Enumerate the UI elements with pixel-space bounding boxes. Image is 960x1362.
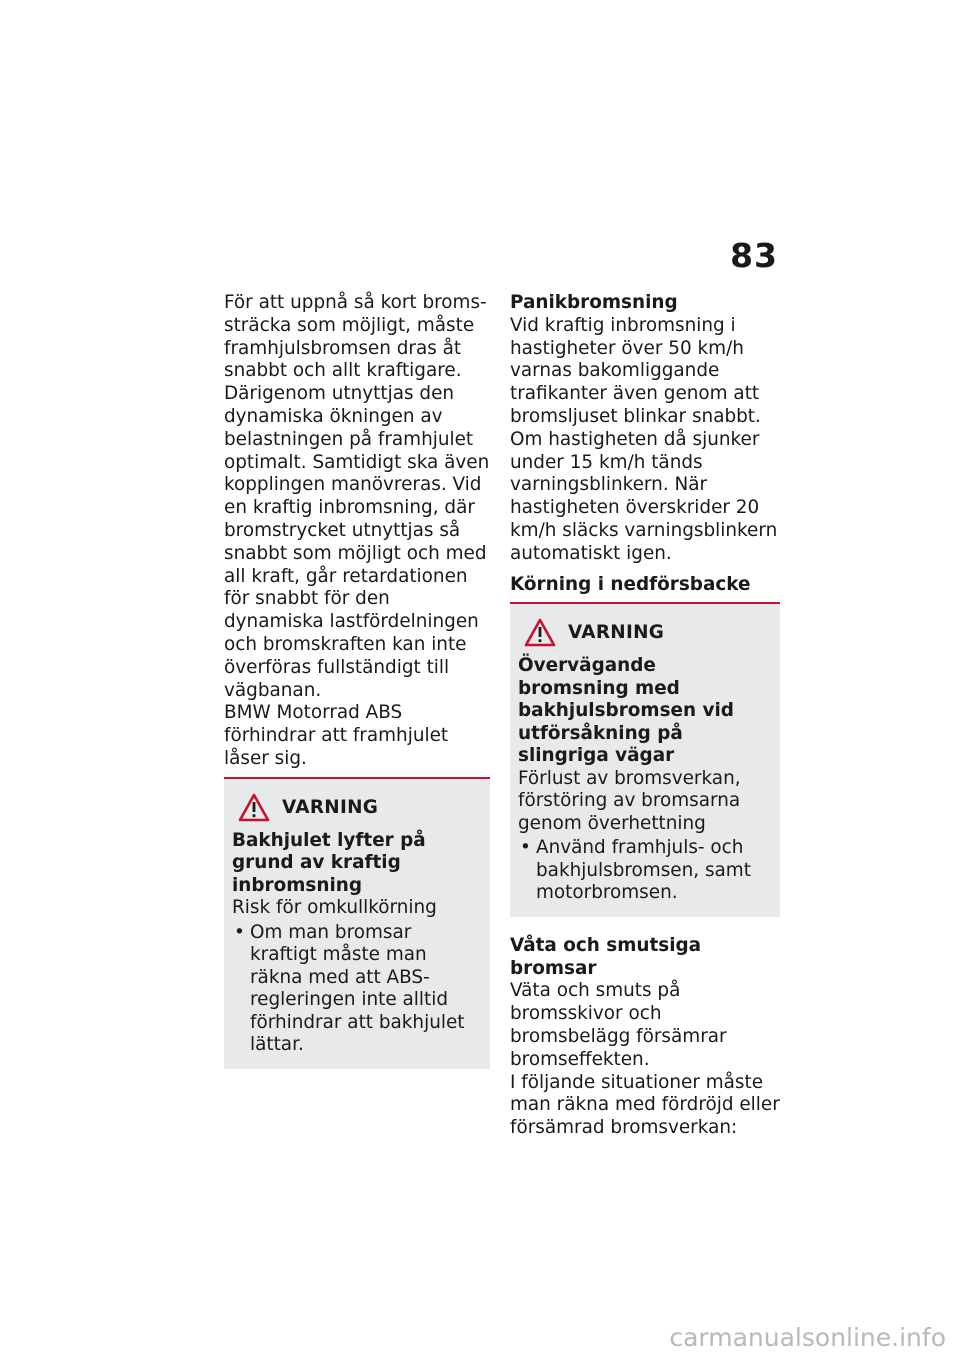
panic-paragraph-2: Om hastigheten då sjunker under 15 km/h tänds varningsblinkern. När hastigheten överskrider 20 km/h släcks varningsblinkern automatiskt igen. [510,428,778,564]
warning-label: VARNING [568,622,665,644]
warning-header [238,793,482,822]
warning-header [524,618,772,647]
wet-brakes-title: Våta och smutsiga bromsar [510,934,702,979]
warning-heading: Övervägande bromsning med bakhjulsbromsen vid utförsåkning på slingriga vägar [518,655,734,767]
downhill-title: Körning i nedförsbacke [510,573,751,595]
warning-label: VARNING [282,796,379,818]
warning-risk: Risk för omkullkörning [232,897,437,919]
right-column [510,292,780,1140]
page-number: 83 [730,236,778,275]
wet-brakes-paragraph-1: Väta och smuts på bromsskivor och bromsbelägg försämrar bromseffekten. [510,980,727,1070]
warning-heading: Bakhjulet lyfter på grund av kraftig inbromsning [232,829,426,896]
warning-box [224,779,490,1069]
warning-box [510,604,780,917]
wet-brakes-paragraph-2: I följande situationer måste man räkna med fördröjd eller försämrad bromsverkan: [510,1071,780,1139]
left-column [224,292,490,1069]
warning-body [232,830,482,1057]
warning-body [518,655,772,905]
warning-bullet: • Om man bromsar kraftigt måste man räkna med att ABS-regleringen inte alltid förhindrar att bakhjulet lättar. [232,922,482,1057]
warning-triangle-icon [524,618,556,647]
intro-paragraph: För att uppnå så kort bromssträcka som möjligt, måste framhjulsbromsen dras åt snabbt och allt kraftigare. Därigenom utnyttjas den dynamiska ökningen av belastningen på framhjulet optimalt. Samtidigt ska även kopplingen manövreras. Vid en kraftig inbromsning, där bromstrycket utnyttjas så snabbt som möjligt och med all kraft, går retardationen för snabbt för den dynamiska lastfördelningen och bromskraften kan inte överföras fullständigt till vägbanan. [224,292,490,701]
panic-heading: Panikbromsning [510,292,678,313]
warning-bullet: • Använd framhjuls- och bakhjulsbromsen, samt motorbromsen. [518,837,772,905]
watermark: carmanualsonline.info [669,1323,946,1352]
panic-paragraph-1: Vid kraftig inbromsning i hastigheter över 50 km/h varnas bakomliggande trafikanter även genom att bromsljuset blinkar snabbt. [510,314,761,427]
warning-risk: Förlust av bromsverkan, förstöring av bromsarna genom överhettning [518,767,741,834]
abs-paragraph: BMW Motorrad ABS förhindrar att framhjulet låser sig. [224,702,449,769]
warning-triangle-icon [238,793,270,822]
